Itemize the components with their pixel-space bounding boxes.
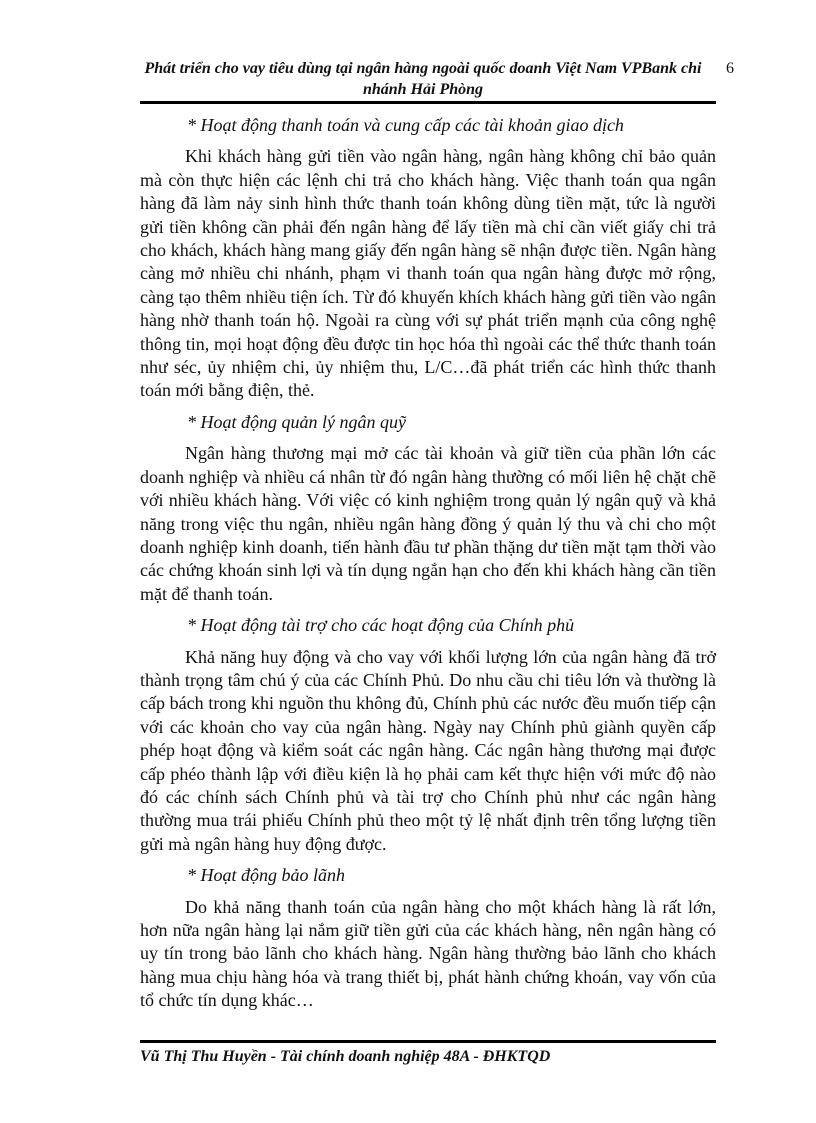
section-paragraph: Khả năng huy động và cho vay với khối lượng lớn của ngân hàng đã trở thành trọng tâm chú ý của các Chính Phủ. Do nhu cầu chi tiêu lớn và thường là cấp bách trong khi nguồn thu không đủ, Chính phủ các nước đều muốn tiếp cận với các khoản cho vay của ngân hàng. Ngày nay Chính phủ giành quyền cấp phép hoạt động và kiểm soát các ngân hàng. Các ngân hàng thương mại được cấp phéo thành lập với điều kiện là họ phải cam kết thực hiện với mức độ nào đó các chính sách Chính phủ và tài trợ cho Chính phủ như các ngân hàng thường mua trái phiếu Chính phủ theo một tỷ lệ nhất định trên tổng lượng tiền gửi mà ngân hàng huy động được. (140, 646, 716, 854)
page-number: 6 (726, 60, 734, 77)
section-heading: * Hoạt động bảo lãnh (187, 865, 346, 886)
section-payment (140, 114, 716, 403)
section-government-finance (140, 614, 716, 856)
page-header (140, 58, 734, 100)
section-treasury (140, 411, 716, 606)
section-heading: * Hoạt động tài trợ cho các hoạt động của Chính phủ (187, 615, 575, 636)
document-body (140, 114, 716, 1021)
page-footer: Vũ Thị Thu Huyền - Tài chính doanh nghiệp 48A - ĐHKTQD (140, 1048, 551, 1065)
document-title: Phát triển cho vay tiêu dùng tại ngân hàng ngoài quốc doanh Việt Nam VPBank chi nhánh Hải Phòng (144, 60, 702, 98)
section-heading: * Hoạt động thanh toán và cung cấp các tài khoản giao dịch (187, 115, 624, 135)
section-paragraph: Do khả năng thanh toán của ngân hàng cho một khách hàng là rất lớn, hơn nữa ngân hàng lại nắm giữ tiền gửi của các khách hàng, nên ngân hàng có uy tín trong bảo lãnh cho khách hàng. Ngân hàng thường bảo lãnh cho khách hàng mua chịu hàng hóa và trang thiết bị, phát hành chứng khoán, vay vốn của tổ chức tín dụng khác… (140, 896, 716, 1011)
section-paragraph: Ngân hàng thương mại mở các tài khoản và giữ tiền của phần lớn các doanh nghiệp và nhiều cá nhân từ đó ngân hàng thường có mối liên hệ chặt chẽ với nhiều khách hàng. Với việc có kinh nghiệm trong quản lý ngân quỹ và khả năng trong việc thu ngân, nhiều ngân hàng đồng ý quản lý thu và chi cho một doanh nghiệp kinh doanh, tiến hành đầu tư phần thặng dư tiền mặt tạm thời vào các chứng khoán sinh lợi và tín dụng ngắn hạn cho đến khi khách hàng cần tiền mặt để thanh toán. (140, 443, 716, 604)
footer-divider (140, 1040, 716, 1043)
section-guarantee (140, 864, 716, 1012)
section-heading: * Hoạt động quản lý ngân quỹ (187, 411, 406, 432)
header-divider (140, 101, 716, 104)
section-paragraph: Khi khách hàng gửi tiền vào ngân hàng, ngân hàng không chỉ bảo quản mà còn thực hiện các lệnh chi trả cho khách hàng. Việc thanh toán qua ngân hàng đã làm nảy sinh hình thức thanh toán không dùng tiền mặt, tức là người gửi tiền không cần phải đến ngân hàng để lấy tiền mà chỉ cần viết giấy chi trả cho khách, khách hàng mang giấy đến ngân hàng sẽ nhận được tiền. Ngân hàng càng mở nhiều chi nhánh, phạm vi thanh toán qua ngân hàng được mở rộng, càng tạo thêm nhiều tiện ích. Từ đó khuyến khích khách hàng gửi tiền vào ngân hàng nhờ thanh toán hộ. Ngoài ra cùng với sự phát triển mạnh của công nghệ thông tin, mọi hoạt động đều được tin học hóa thì ngoài các thể thức thanh toán như séc, ủy nhiệm chi, ủy nhiệm thu, L/C…đã phát triển các hình thức thanh toán mới bằng điện, thẻ. (140, 146, 716, 401)
